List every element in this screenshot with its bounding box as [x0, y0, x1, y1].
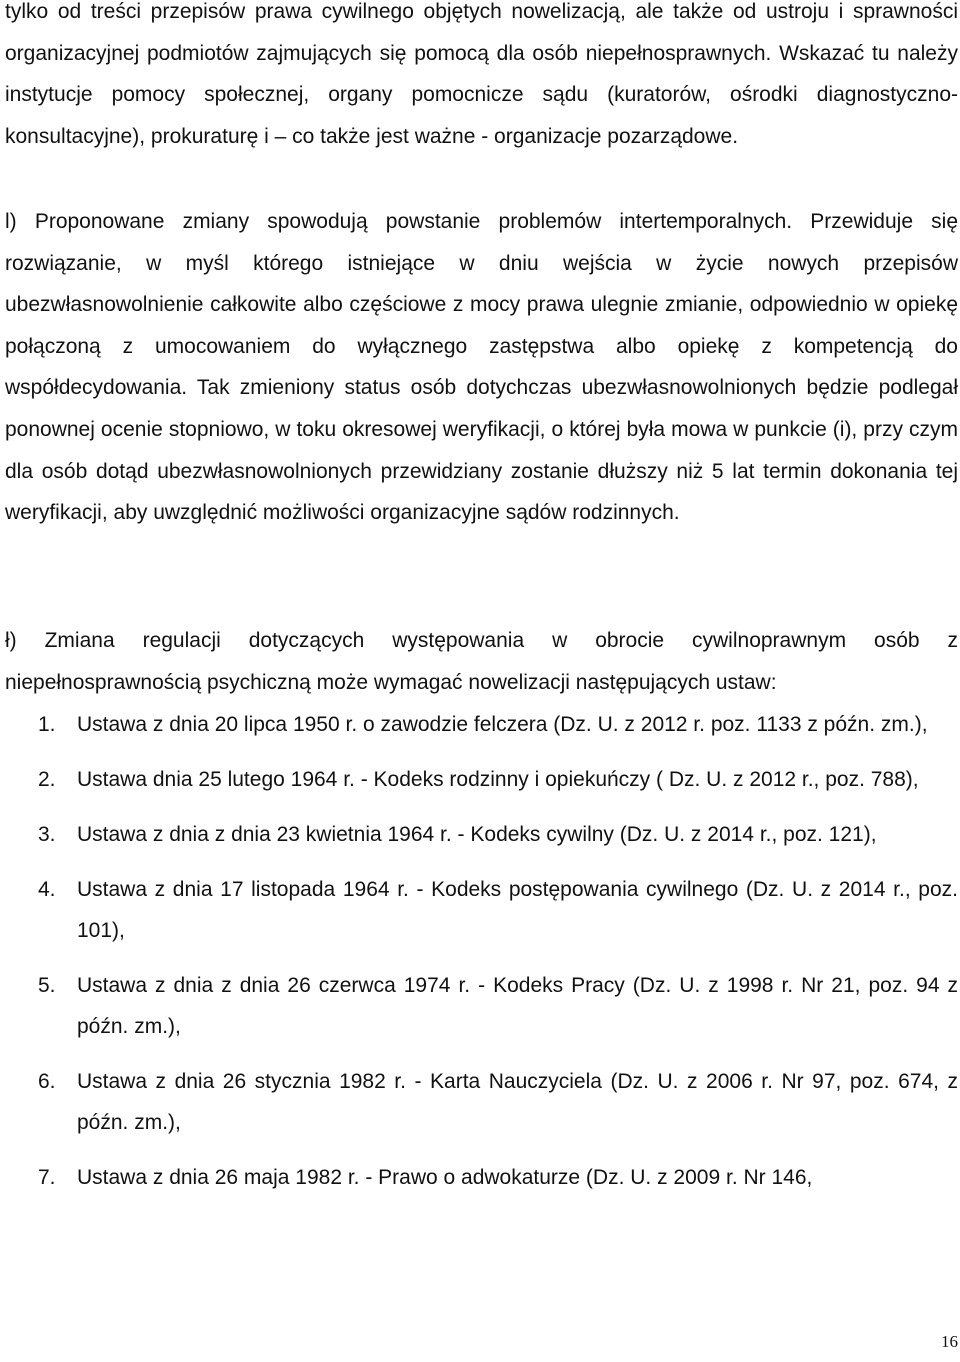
list-item-text: Ustawa dnia 25 lutego 1964 r. - Kodeks rodzinny i opiekuńczy ( Dz. U. z 2012 r., poz. 788),: [77, 768, 919, 791]
list-item-number: 6.: [38, 1070, 56, 1093]
list-item: [5, 1061, 958, 1143]
list-item: [5, 704, 958, 745]
list-item-number: 4.: [38, 878, 56, 901]
list-item-number: 1.: [38, 713, 56, 736]
list-item: [5, 965, 958, 1047]
list-item-text: Ustawa z dnia 26 maja 1982 r. - Prawo o adwokaturze (Dz. U. z 2009 r. Nr 146,: [77, 1166, 813, 1189]
list-item: [5, 759, 958, 800]
page-number: 16: [941, 1332, 958, 1351]
paragraph-intro: tylko od treści przepisów prawa cywilnego objętych nowelizacją, ale także od ustroju i sprawności organizacyjnej podmiotów zajmujących się pomocą dla osób niepełnosprawnych. Wskazać tu należy instytucje pomocy społecznej, organy pomocnicze sądu (kuratorów, ośrodki diagnostyczno-konsultacyjne), prokuraturę i – co także jest ważne - organizacje pozarządowe.: [5, 0, 958, 148]
paragraph-l-stroke: ł) Zmiana regulacji dotyczących występowania w obrocie cywilnoprawnym osób z niepełnosprawnością psychiczną może wymagać nowelizacji następujących ustaw:: [5, 629, 958, 694]
paragraph-l: l) Proponowane zmiany spowodują powstanie problemów intertemporalnych. Przewiduje się rozwiązanie, w myśl którego istniejące w dniu wejścia w życie nowych przepisów ubezwłasnowolnienie całkowite albo częściowe z mocy prawa ulegnie zmianie, odpowiednio w opiekę połączoną z umocowaniem do wyłącznego zastępstwa albo opiekę z kompetencją do współdecydowania. Tak zmieniony status osób dotychczas ubezwłasnowolnionych będzie podlegał ponownej ocenie stopniowo, w toku okresowej weryfikacji, o której była mowa w punkcie (i), przy czym dla osób dotąd ubezwłasnowolnionych przewidziany zostanie dłuższy niż 5 lat termin dokonania tej weryfikacji, aby uwzględnić możliwości organizacyjne sądów rodzinnych.: [5, 210, 958, 525]
list-item-number: 2.: [38, 768, 56, 791]
list-item: [5, 869, 958, 951]
list-item-text: Ustawa z dnia 17 listopada 1964 r. - Kodeks postępowania cywilnego (Dz. U. z 2014 r., poz. 101),: [77, 878, 958, 942]
list-item-text: Ustawa z dnia 26 stycznia 1982 r. - Karta Nauczyciela (Dz. U. z 2006 r. Nr 97, poz. 674, z późn. zm.),: [77, 1070, 958, 1134]
list-item-number: 3.: [38, 823, 56, 846]
list-item-text: Ustawa z dnia 20 lipca 1950 r. o zawodzie felczera (Dz. U. z 2012 r. poz. 1133 z późn. zm.),: [77, 713, 928, 736]
list-item-text: Ustawa z dnia z dnia 26 czerwca 1974 r. - Kodeks Pracy (Dz. U. z 1998 r. Nr 21, poz. 94 z późn. zm.),: [77, 974, 958, 1038]
list-item-number: 7.: [38, 1166, 56, 1189]
laws-list: [5, 704, 958, 1212]
list-item-number: 5.: [38, 974, 56, 997]
list-item: [5, 814, 958, 855]
list-item: [5, 1157, 958, 1198]
list-item-text: Ustawa z dnia z dnia 23 kwietnia 1964 r. - Kodeks cywilny (Dz. U. z 2014 r., poz. 121),: [77, 823, 877, 846]
